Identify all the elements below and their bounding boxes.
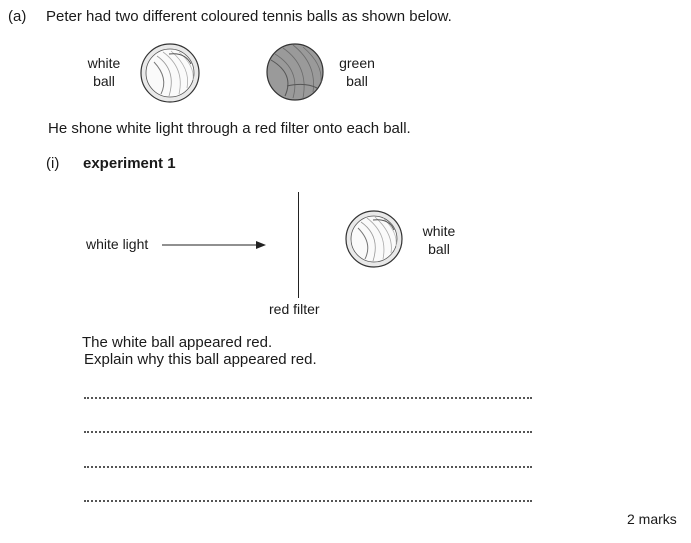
answer-line-1[interactable] [84, 397, 532, 399]
red-filter [298, 192, 299, 298]
white-light-label: white light [86, 236, 149, 252]
part-label: (a) [8, 8, 27, 25]
prompt-line-1: The white ball appeared red. [82, 334, 273, 351]
question-statement: He shone white light through a red filter onto each ball. [48, 120, 411, 137]
answer-line-2[interactable] [84, 431, 532, 433]
diagram-ball-label: white ball [422, 223, 456, 257]
subpart-label: (i) [46, 155, 60, 172]
white-ball-label: white ball [87, 55, 121, 89]
green-ball-label: green ball [339, 55, 375, 89]
green-tennis-ball-icon [265, 42, 325, 102]
light-arrow-icon [160, 238, 270, 252]
experiment-title: experiment 1 [83, 155, 176, 172]
white-tennis-ball-icon [139, 42, 201, 104]
prompt-line-2: Explain why this ball appeared red. [84, 351, 317, 368]
question-intro: Peter had two different coloured tennis balls as shown below. [46, 8, 452, 25]
answer-line-3[interactable] [84, 466, 532, 468]
red-filter-label: red filter [269, 301, 320, 317]
answer-line-4[interactable] [84, 500, 532, 502]
white-tennis-ball-diagram-icon [344, 209, 404, 269]
marks-label: 2 marks [627, 511, 677, 527]
